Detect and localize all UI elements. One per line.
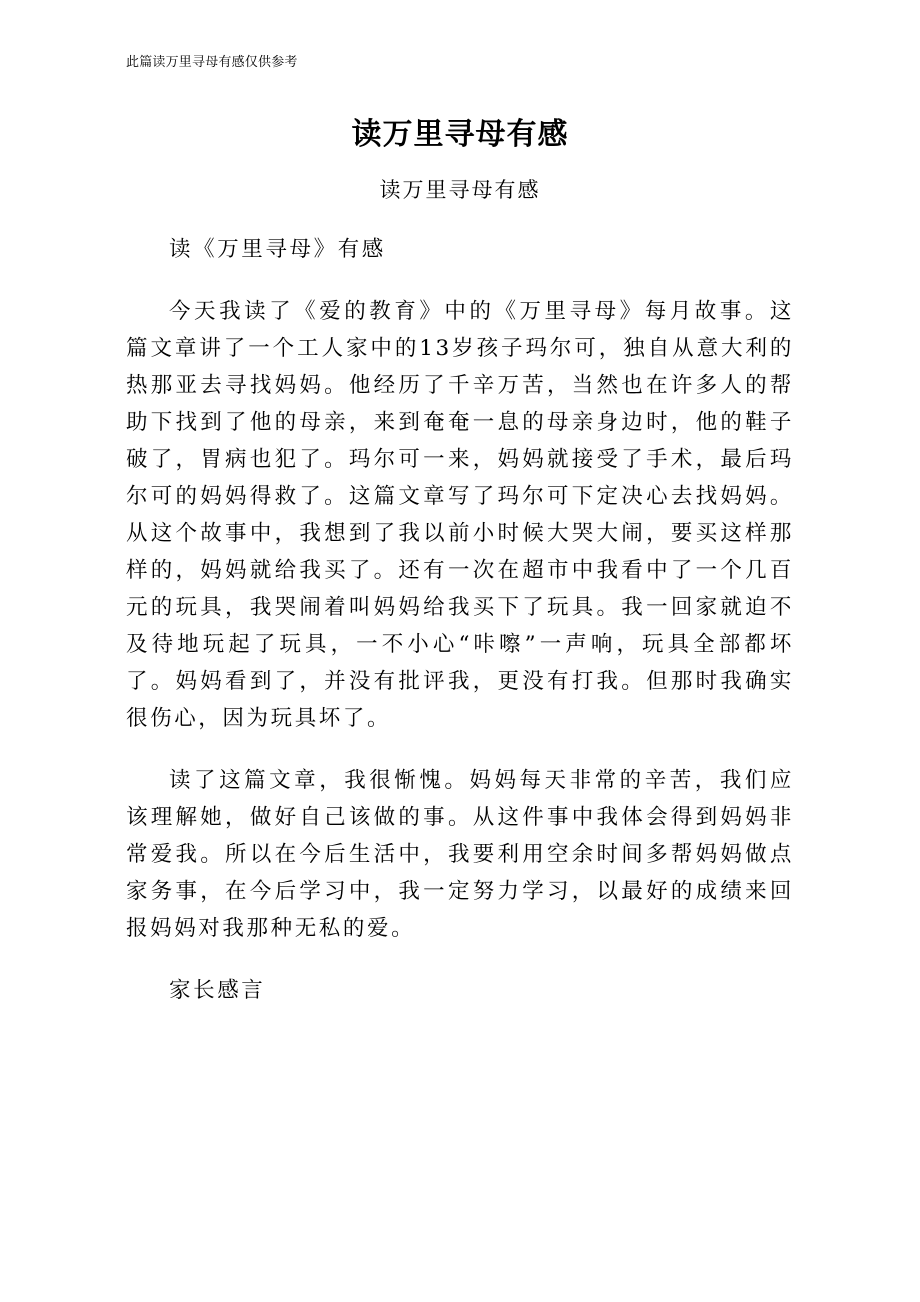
paragraph-reflection: 读了这篇文章，我很惭愧。妈妈每天非常的辛苦，我们应该理解她，做好自己该做的事。从这件事中我体会得到妈妈非常爱我。所以在今后生活中，我要利用空余时间多帮妈妈做点家务事，在今后学习中，我一定努力学习，以最好的成绩来回报妈妈对我那种无私的爱。 xyxy=(126,768,794,941)
document-body xyxy=(126,231,794,1009)
page-subtitle: 读万里寻母有感 xyxy=(379,178,541,202)
paragraph-parent-comment-heading: 家长感言 xyxy=(169,978,266,1003)
header-note: 此篇读万里寻母有感仅供参考 xyxy=(126,55,298,70)
page-title: 读万里寻母有感 xyxy=(351,117,569,152)
paragraph-main: 今天我读了《爱的教育》中的《万里寻母》每月故事。这篇文章讲了一个工人家中的13岁孩子玛尔可，独自从意大利的热那亚去寻找妈妈。他经历了千辛万苦，当然也在许多人的帮助下找到了他的母亲，来到奄奄一息的母亲身边时，他的鞋子破了，胃病也犯了。玛尔可一来，妈妈就接受了手术，最后玛尔可的妈妈得救了。这篇文章写了玛尔可下定决心去找妈妈。从这个故事中，我想到了我以前小时候大哭大闹，要买这样那样的，妈妈就给我买了。还有一次在超市中我看中了一个几百元的玩具，我哭闹着叫妈妈给我买下了玩具。我一回家就迫不及待地玩起了玩具，一不小心“咔嚓”一声响，玩具全部都坏了。妈妈看到了，并没有批评我，更没有打我。但那时我确实很伤心，因为玩具坏了。 xyxy=(126,299,794,731)
paragraph-heading: 读《万里寻母》有感 xyxy=(169,237,386,262)
